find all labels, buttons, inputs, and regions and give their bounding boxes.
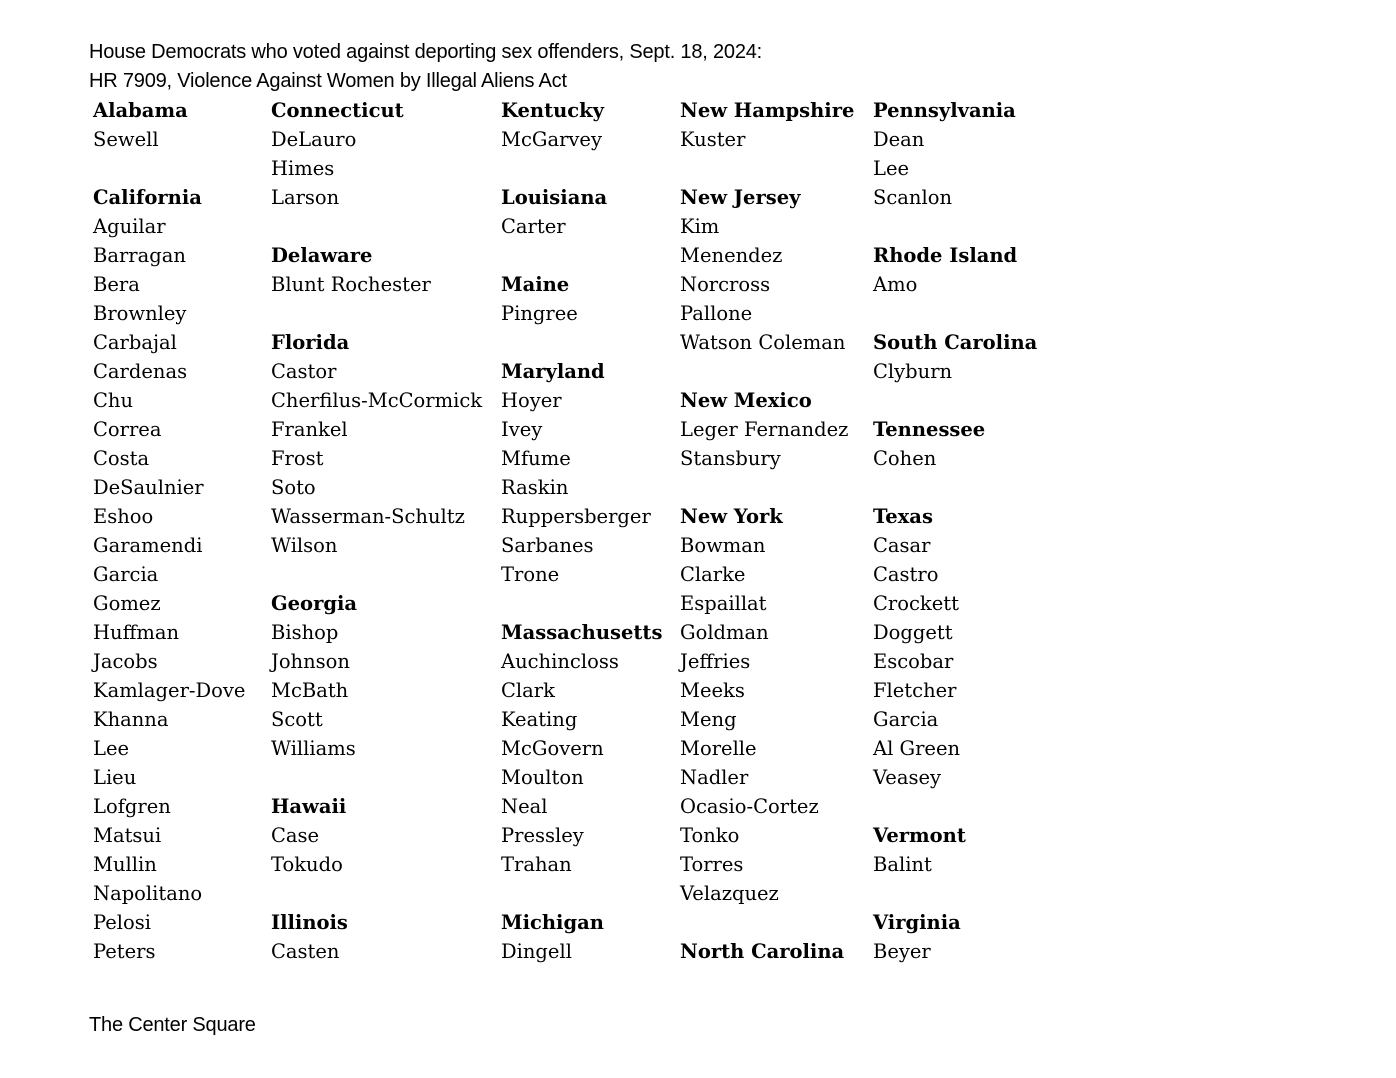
member-name: Velazquez — [680, 882, 779, 905]
state-block — [93, 183, 245, 966]
member-name: Balint — [873, 853, 932, 876]
member-name: Garamendi — [93, 534, 203, 557]
member-name: Sarbanes — [501, 534, 594, 557]
state-name: Pennsylvania — [873, 99, 1016, 122]
member-name: Kamlager-Dove — [93, 679, 246, 702]
member-name: Johnson — [271, 650, 350, 673]
member-name: Meng — [680, 708, 737, 731]
member-name: McGarvey — [501, 128, 602, 151]
member-name: Bowman — [680, 534, 766, 557]
state-name: Connecticut — [271, 99, 404, 122]
state-name: New Mexico — [680, 389, 812, 412]
state-name: Maryland — [501, 360, 605, 383]
state-name: Hawaii — [271, 795, 347, 818]
member-name: Garcia — [93, 563, 159, 586]
member-name: Kim — [680, 215, 720, 238]
state-name: Rhode Island — [873, 244, 1018, 267]
member-name: Menendez — [680, 244, 783, 267]
member-name: Bera — [93, 273, 140, 296]
member-name: Jacobs — [93, 650, 158, 673]
member-name: Auchincloss — [501, 650, 619, 673]
state-name: Maine — [501, 273, 570, 296]
member-name: Keating — [501, 708, 578, 731]
column-2 — [271, 96, 482, 995]
state-block — [271, 908, 482, 966]
state-name: Florida — [271, 331, 350, 354]
state-block — [501, 183, 662, 241]
member-name: McGovern — [501, 737, 604, 760]
member-name: Clarke — [680, 563, 746, 586]
member-name: Soto — [271, 476, 316, 499]
member-name: Peters — [93, 940, 156, 963]
member-name: Beyer — [873, 940, 931, 963]
member-name: Moulton — [501, 766, 584, 789]
member-name: Trone — [501, 563, 560, 586]
member-name: Clark — [501, 679, 555, 702]
member-name: Barragan — [93, 244, 186, 267]
member-name: Chu — [93, 389, 134, 412]
member-name: Ivey — [501, 418, 543, 441]
member-name: Nadler — [680, 766, 749, 789]
member-name: Sewell — [93, 128, 159, 151]
member-name: Himes — [271, 157, 335, 180]
state-name: New York — [680, 505, 783, 528]
member-name: Cardenas — [93, 360, 188, 383]
state-name: Tennessee — [873, 418, 986, 441]
state-name: Louisiana — [501, 186, 608, 209]
member-name: Raskin — [501, 476, 569, 499]
state-block — [873, 415, 1037, 473]
member-name: Leger Fernandez — [680, 418, 849, 441]
member-name: Brownley — [93, 302, 187, 325]
state-name: Vermont — [873, 824, 966, 847]
state-name: Delaware — [271, 244, 373, 267]
source-credit: The Center Square — [89, 1014, 256, 1036]
member-name: Torres — [680, 853, 744, 876]
member-name: Neal — [501, 795, 548, 818]
state-block — [271, 792, 482, 879]
member-name: Williams — [271, 737, 356, 760]
member-name: Garcia — [873, 708, 939, 731]
state-name: New Jersey — [680, 186, 801, 209]
state-name: Michigan — [501, 911, 604, 934]
member-name: Fletcher — [873, 679, 957, 702]
member-name: Jeffries — [680, 650, 751, 673]
member-name: Pingree — [501, 302, 578, 325]
member-name: Lee — [873, 157, 910, 180]
member-name: Mfume — [501, 447, 571, 470]
member-name: Watson Coleman — [680, 331, 846, 354]
member-name: Matsui — [93, 824, 162, 847]
state-block — [873, 502, 1037, 792]
state-name: Illinois — [271, 911, 348, 934]
member-name: Carbajal — [93, 331, 177, 354]
member-name: Huffman — [93, 621, 180, 644]
column-4 — [680, 96, 854, 995]
member-name: Khanna — [93, 708, 169, 731]
member-name: Frost — [271, 447, 324, 470]
state-name: California — [93, 186, 202, 209]
member-name: Napolitano — [93, 882, 203, 905]
member-name: Wilson — [271, 534, 338, 557]
member-name: Casten — [271, 940, 340, 963]
member-name: Doggett — [873, 621, 953, 644]
state-block — [271, 241, 482, 299]
member-name: Veasey — [873, 766, 942, 789]
state-block — [271, 96, 482, 212]
member-name: Eshoo — [93, 505, 154, 528]
state-block — [501, 96, 662, 154]
state-name: Kentucky — [501, 99, 605, 122]
state-block — [680, 502, 854, 908]
member-name: Lofgren — [93, 795, 171, 818]
member-name: Blunt Rochester — [271, 273, 431, 296]
state-block — [873, 96, 1037, 212]
member-name: Hoyer — [501, 389, 562, 412]
column-5 — [873, 96, 1037, 995]
member-name: Cherfilus-McCormick — [271, 389, 483, 412]
member-name: Frankel — [271, 418, 348, 441]
member-name: Al Green — [873, 737, 961, 760]
member-name: Kuster — [680, 128, 746, 151]
member-name: Clyburn — [873, 360, 953, 383]
member-name: Scanlon — [873, 186, 952, 209]
member-name: Morelle — [680, 737, 757, 760]
member-name: Wasserman-Schultz — [271, 505, 465, 528]
member-name: Meeks — [680, 679, 745, 702]
member-name: Espaillat — [680, 592, 767, 615]
member-name: Ruppersberger — [501, 505, 651, 528]
member-name: Pallone — [680, 302, 753, 325]
member-name: Gomez — [93, 592, 161, 615]
member-name: Case — [271, 824, 320, 847]
state-block — [501, 270, 662, 328]
state-name: Massachusetts — [501, 621, 663, 644]
state-name: Alabama — [93, 99, 188, 122]
state-block — [873, 821, 1037, 879]
member-name: Tonko — [680, 824, 740, 847]
member-name: Escobar — [873, 650, 954, 673]
member-name: Larson — [271, 186, 340, 209]
member-name: Pelosi — [93, 911, 152, 934]
member-name: Correa — [93, 418, 162, 441]
member-name: Lieu — [93, 766, 137, 789]
member-name: Ocasio-Cortez — [680, 795, 819, 818]
state-name: North Carolina — [680, 940, 845, 963]
member-name: Pressley — [501, 824, 584, 847]
member-name: Lee — [93, 737, 130, 760]
member-name: Castor — [271, 360, 337, 383]
document-header — [89, 38, 762, 96]
member-name: Dean — [873, 128, 925, 151]
state-block — [680, 96, 854, 154]
state-block — [680, 937, 854, 966]
state-block — [501, 908, 662, 966]
member-name: Amo — [873, 273, 918, 296]
member-name: Dingell — [501, 940, 572, 963]
member-name: Mullin — [93, 853, 157, 876]
state-block — [873, 908, 1037, 966]
state-block — [873, 241, 1037, 299]
state-block — [271, 589, 482, 763]
member-name: Tokudo — [271, 853, 343, 876]
member-name: Trahan — [501, 853, 572, 876]
member-name: DeLauro — [271, 128, 357, 151]
state-name: Texas — [873, 505, 933, 528]
member-name: Stansbury — [680, 447, 781, 470]
state-block — [680, 386, 854, 473]
state-block — [271, 328, 482, 560]
state-block — [501, 618, 662, 879]
state-name: New Hampshire — [680, 99, 855, 122]
column-3 — [501, 96, 662, 995]
state-name: South Carolina — [873, 331, 1038, 354]
member-name: Bishop — [271, 621, 339, 644]
header-bill: HR 7909, Violence Against Women by Illegal Aliens Act — [89, 70, 567, 92]
member-name: Aguilar — [93, 215, 166, 238]
member-name: Goldman — [680, 621, 769, 644]
member-name: Norcross — [680, 273, 771, 296]
member-name: Costa — [93, 447, 150, 470]
state-block — [873, 328, 1037, 386]
member-name: Crockett — [873, 592, 959, 615]
state-block — [93, 96, 245, 154]
member-name: Carter — [501, 215, 566, 238]
member-name: Cohen — [873, 447, 937, 470]
member-name: McBath — [271, 679, 349, 702]
header-title: House Democrats who voted against deporting sex offenders, Sept. 18, 2024: — [89, 41, 763, 63]
member-name: Scott — [271, 708, 323, 731]
member-name: Castro — [873, 563, 939, 586]
member-name: DeSaulnier — [93, 476, 204, 499]
member-name: Casar — [873, 534, 931, 557]
state-name: Virginia — [873, 911, 961, 934]
state-block — [501, 357, 662, 589]
state-block — [680, 183, 854, 357]
column-1 — [93, 96, 245, 995]
state-name: Georgia — [271, 592, 358, 615]
